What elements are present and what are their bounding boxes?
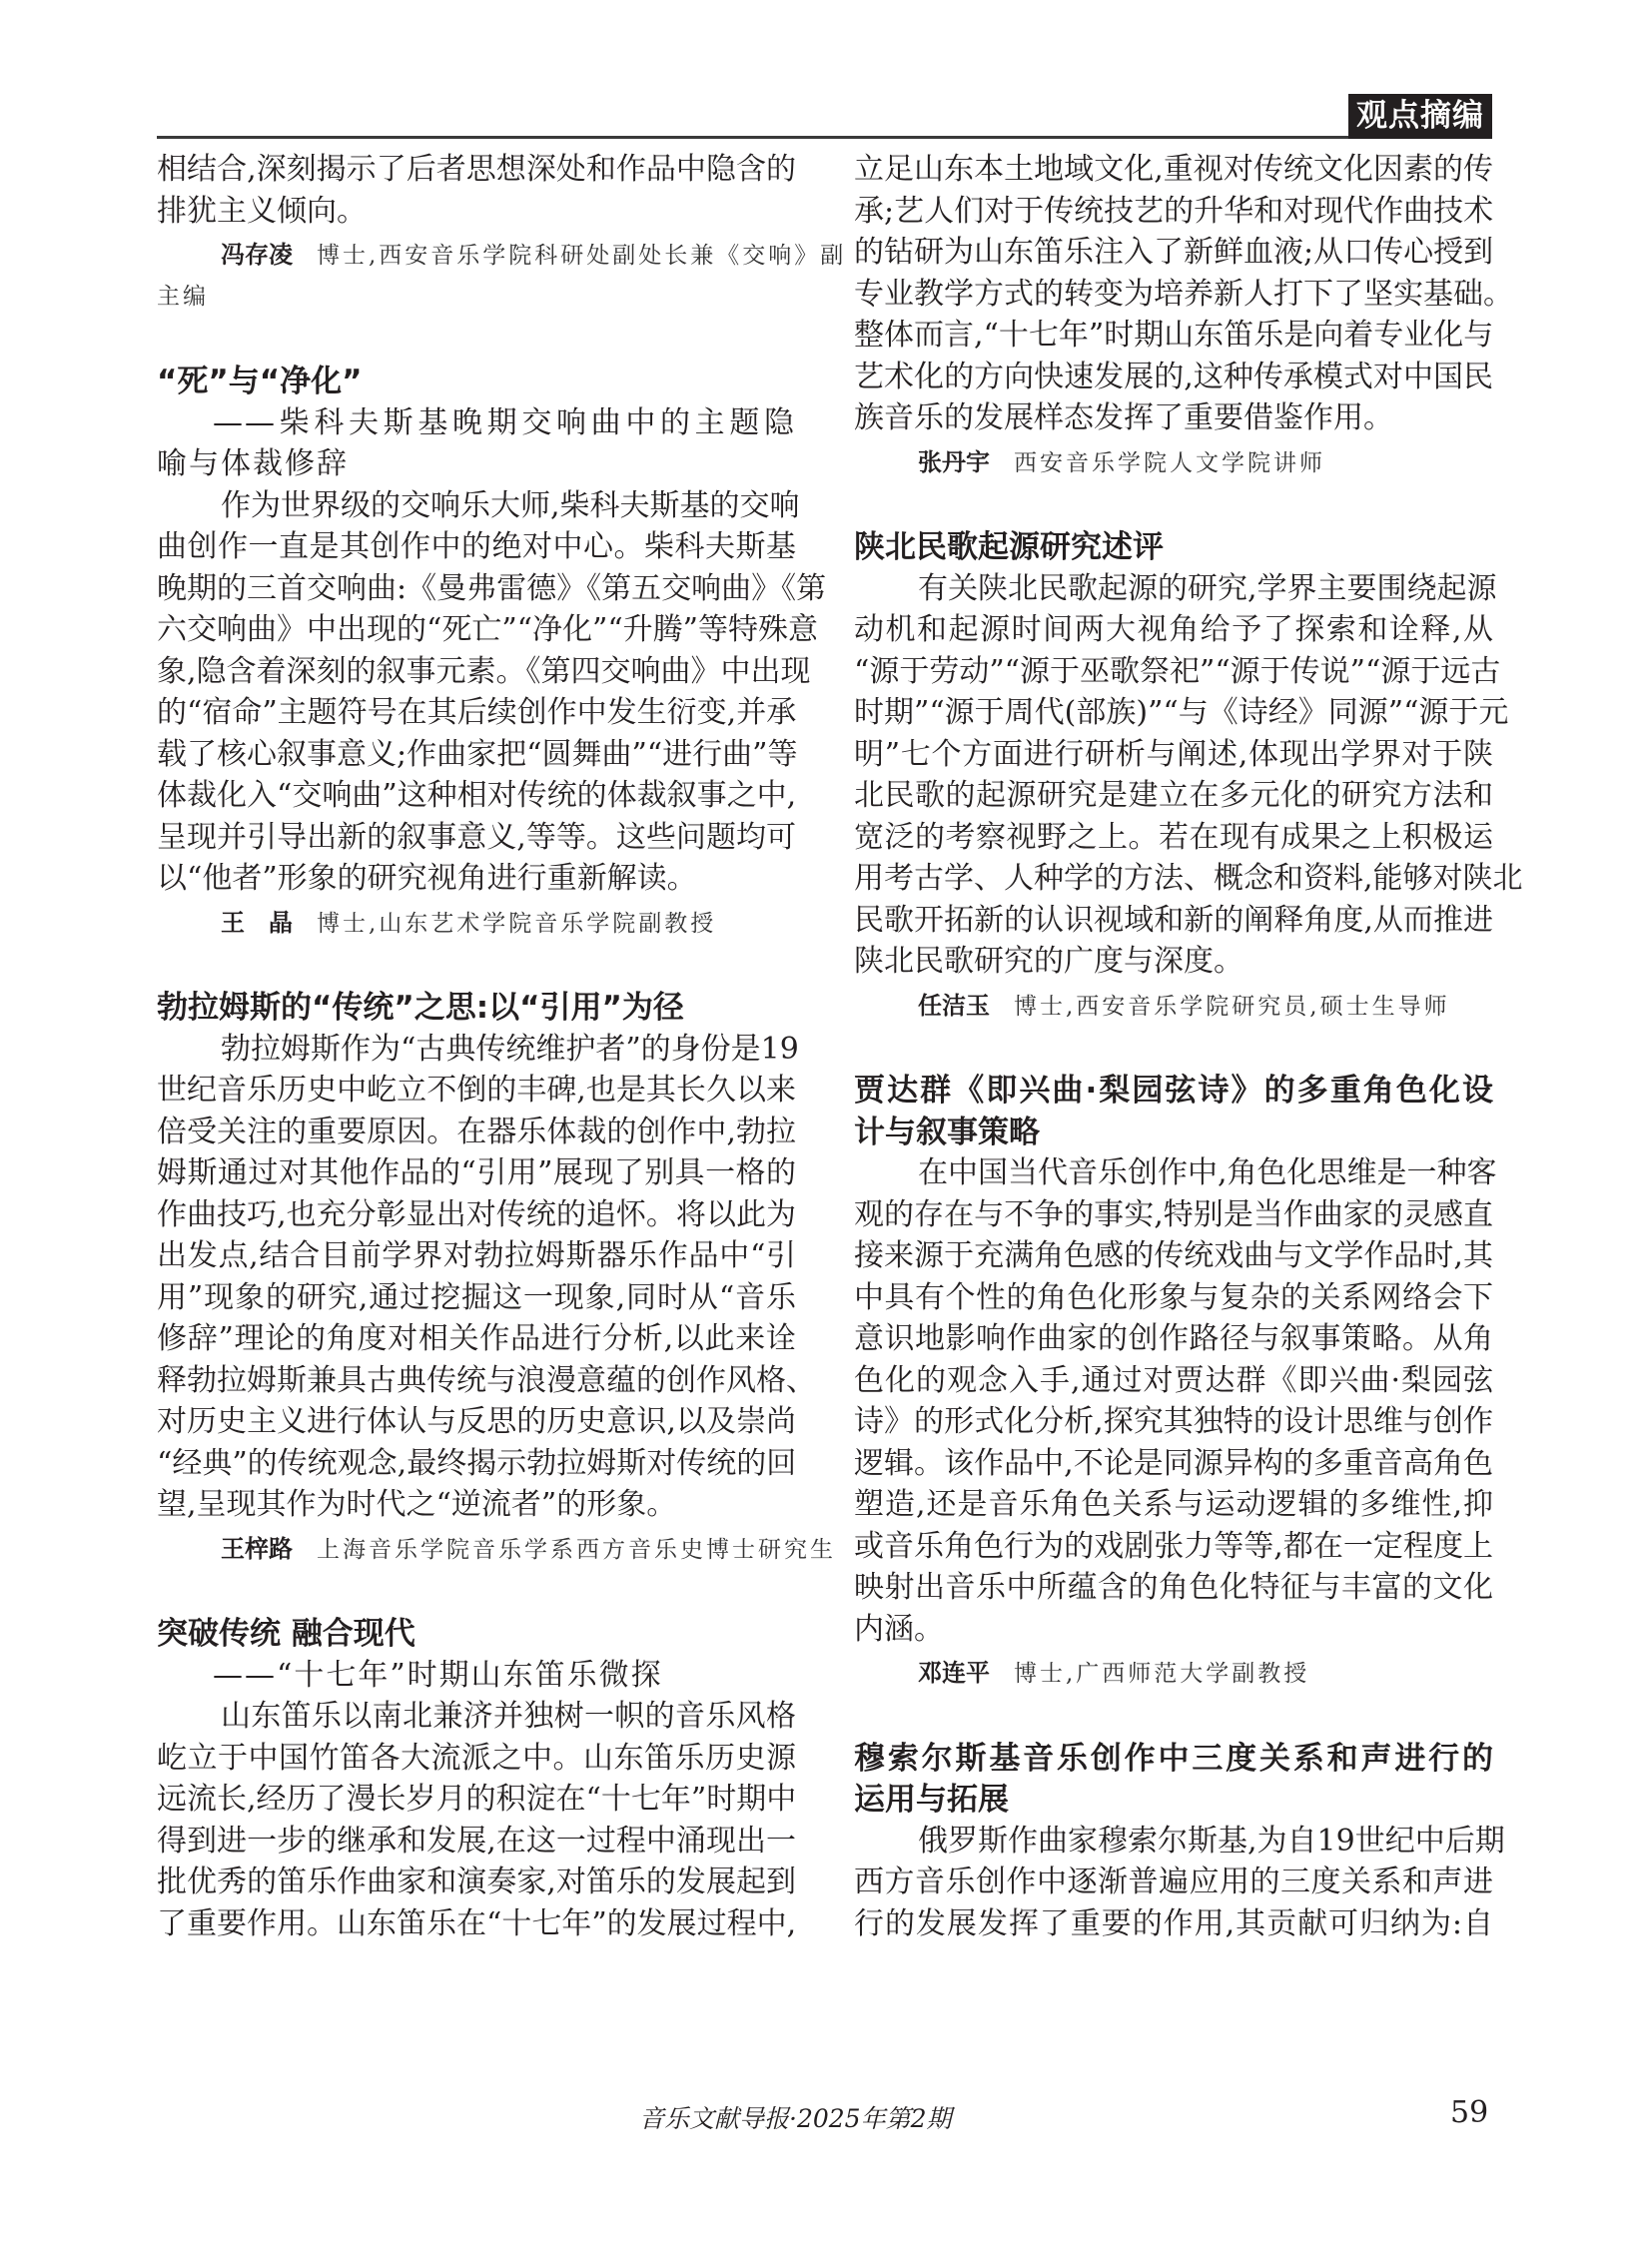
author-name: 王 晶	[221, 908, 293, 937]
author-name: 王梓路	[221, 1534, 293, 1563]
article-title-line: 计与叙事策略	[854, 1114, 1040, 1150]
body-line: 批优秀的笛乐作曲家和演奏家,对笛乐的发展起到	[157, 1865, 796, 1899]
body-line: 宽泛的考察视野之上。若在现有成果之上积极运	[854, 819, 1493, 855]
footer-journal-issue: 音乐文献导报·2025年第2期	[639, 2104, 952, 2133]
body-line: “源于劳动”“源于巫歌祭祀”“源于传说”“源于远古	[854, 653, 1501, 689]
article-subtitle-line: ——“十七年”时期山东笛乐微探	[213, 1657, 663, 1693]
body-line: 用”现象的研究,通过挖掘这一现象,同时从“音乐	[157, 1279, 796, 1315]
author-affiliation: 博士,西安音乐学院科研处副处长兼《交响》副	[317, 243, 847, 269]
body-line: 呈现并引导出新的叙事意义,等等。这些问题均可	[157, 819, 796, 855]
body-line: 映射出音乐中所蕴含的角色化特征与丰富的文化	[854, 1570, 1493, 1605]
author-affiliation: 上海音乐学院音乐学系西方音乐史博士研究生	[317, 1536, 836, 1563]
body-line: 内涵。	[854, 1611, 944, 1647]
body-line: 在中国当代音乐创作中,角色化思维是一种客	[918, 1155, 1497, 1190]
body-line: 塑造,还是音乐角色关系与运动逻辑的多维性,抑	[854, 1487, 1493, 1522]
body-line: 接来源于充满角色感的传统戏曲与文学作品时,其	[854, 1238, 1493, 1273]
article-subtitle-line: ——柴科夫斯基晚期交响曲中的主题隐	[213, 404, 796, 440]
body-line: 俄罗斯作曲家穆索尔斯基,为自19世纪中后期	[918, 1823, 1505, 1859]
body-line: 整体而言,“十七年”时期山东笛乐是向着专业化与	[854, 318, 1494, 353]
page-number: 59	[1450, 2095, 1489, 2130]
author-name: 任洁玉	[918, 991, 990, 1020]
body-line: 作曲技巧,也充分彰显出对传统的追怀。将以此为	[157, 1196, 796, 1232]
article-title-line: “死”与“净化”	[157, 364, 363, 399]
article-title-line: 运用与拓展	[854, 1782, 1009, 1818]
body-line: 时期”“源于周代(部族)”“与《诗经》同源”“源于元	[854, 695, 1509, 730]
body-line: 族音乐的发展样态发挥了重要借鉴作用。	[854, 400, 1393, 435]
body-line: 的“宿命”主题符号在其后续创作中发生衍变,并承	[157, 695, 797, 730]
body-line: 出发点,结合目前学界对勃拉姆斯器乐作品中“引	[157, 1238, 796, 1273]
body-line: 观的存在与不争的事实,特别是当作曲家的灵感直	[854, 1196, 1493, 1232]
body-line: 动机和起源时间两大视角给予了探索和诠释,从	[854, 612, 1493, 647]
author-affiliation: 博士,广西师范大学副教授	[1014, 1661, 1310, 1687]
article-title-line: 陕北民歌起源研究述评	[854, 529, 1164, 565]
body-line: 艺术化的方向快速发展的,这种传承模式对中国民	[854, 359, 1493, 394]
author-affiliation: 博士,山东艺术学院音乐学院副教授	[317, 910, 717, 937]
author-affiliation: 博士,西安音乐学院研究员,硕士生导师	[1014, 993, 1450, 1020]
body-line: 民歌开拓新的认识视域和新的阐释角度,从而推进	[854, 902, 1493, 938]
author-credit-line	[157, 903, 796, 943]
body-line: 修辞”理论的角度对相关作品进行分析,以此来诠	[157, 1321, 796, 1356]
article-title-line: 突破传统 融合现代	[157, 1616, 415, 1652]
author-name: 冯存凌	[221, 241, 293, 269]
body-line: 相结合,深刻揭示了后者思想深处和作品中隐含的	[157, 152, 796, 187]
author-credit-line	[157, 235, 847, 275]
author-name: 张丹宇	[918, 447, 990, 476]
author-credit-line	[854, 1653, 1493, 1693]
body-line: 承;艺人们对于传统技艺的升华和对现代作曲技术	[854, 193, 1494, 229]
body-line: 西方音乐创作中逐渐普遍应用的三度关系和声进	[854, 1865, 1493, 1899]
body-line: 中具有个性的角色化形象与复杂的关系网络会下	[854, 1279, 1493, 1315]
body-line: 体裁化入“交响曲”这种相对传统的体裁叙事之中,	[157, 778, 797, 813]
body-line: 有关陕北民歌起源的研究,学界主要围绕起源	[918, 570, 1497, 606]
body-line: 逻辑。该作品中,不论是同源异构的多重音高角色	[854, 1445, 1493, 1481]
body-line: 象,隐含着深刻的叙事元素。《第四交响曲》中出现	[157, 653, 811, 689]
author-credit-line	[854, 986, 1493, 1026]
body-line: 姆斯通过对其他作品的“引用”展现了别具一格的	[157, 1155, 796, 1190]
body-line: 北民歌的起源研究是建立在多元化的研究方法和	[854, 778, 1493, 813]
author-credit-line	[157, 1529, 836, 1569]
body-line: 明”七个方面进行研析与阐述,体现出学界对于陕	[854, 736, 1493, 772]
body-line: 六交响曲》中出现的“死亡”“净化”“升腾”等特殊意	[157, 612, 819, 647]
left-column	[157, 0, 847, 2077]
author-affiliation: 主编	[157, 283, 209, 310]
body-line: 用考古学、人种学的方法、概念和资料,能够对陕北	[854, 861, 1523, 896]
body-line: 意识地影响作曲家的创作路径与叙事策略。从角	[854, 1321, 1493, 1356]
body-line: 专业教学方式的转变为培养新人打下了坚实基础。	[854, 276, 1513, 312]
body-line: “经典”的传统观念,最终揭示勃拉姆斯对传统的回	[157, 1445, 797, 1481]
author-affiliation: 西安音乐学院人文学院讲师	[1014, 449, 1325, 476]
body-line: 得到进一步的继承和发展,在这一过程中涌现出一	[157, 1823, 796, 1859]
article-title-line: 穆索尔斯基音乐创作中三度关系和声进行的	[854, 1740, 1493, 1777]
body-line: 作为世界级的交响乐大师,柴科夫斯基的交响	[221, 487, 800, 523]
body-line: 诗》的形式化分析,探究其独特的设计思维与创作	[854, 1404, 1493, 1439]
body-line: 释勃拉姆斯兼具古典传统与浪漫意蕴的创作风格、	[157, 1362, 816, 1398]
body-line: 或音乐角色行为的戏剧张力等等,都在一定程度上	[854, 1528, 1493, 1564]
body-line: 望,呈现其作为时代之“逆流者”的形象。	[157, 1487, 677, 1522]
body-line: 倍受关注的重要原因。在器乐体裁的创作中,勃拉	[157, 1114, 796, 1149]
body-line: 远流长,经历了漫长岁月的积淀在“十七年”时期中	[157, 1782, 797, 1817]
body-line: 以“他者”形象的研究视角进行重新解读。	[157, 861, 697, 896]
author-name: 邓连平	[918, 1659, 990, 1687]
article-title-line: 贾达群《即兴曲·梨园弦诗》的多重角色化设	[854, 1073, 1493, 1109]
article-title-line: 勃拉姆斯的“传统”之思:以“引用”为径	[157, 990, 684, 1026]
right-column	[854, 0, 1523, 2077]
body-line: 的钻研为山东笛乐注入了新鲜血液;从口传心授到	[854, 235, 1494, 270]
body-line: 世纪音乐历史中屹立不倒的丰碑,也是其长久以来	[157, 1073, 796, 1108]
body-line: 山东笛乐以南北兼济并独树一帜的音乐风格	[221, 1699, 796, 1734]
author-credit-line	[157, 277, 796, 317]
author-credit-line	[854, 442, 1493, 482]
body-line: 陕北民歌研究的广度与深度。	[854, 944, 1243, 979]
body-line: 立足山东本土地域文化,重视对传统文化因素的传	[854, 152, 1493, 187]
body-line: 行的发展发挥了重要的作用,其贡献可归纳为:自	[854, 1905, 1493, 1941]
body-line: 曲创作一直是其创作中的绝对中心。柴科夫斯基	[157, 529, 796, 564]
body-line: 勃拉姆斯作为“古典传统维护者”的身份是19	[221, 1031, 799, 1067]
body-line: 对历史主义进行体认与反思的历史意识,以及崇尚	[157, 1404, 796, 1439]
body-line: 晚期的三首交响曲:《曼弗雷德》《第五交响曲》《第	[157, 570, 827, 606]
body-line: 了重要作用。山东笛乐在“十七年”的发展过程中,	[157, 1905, 797, 1941]
article-subtitle-line: 喻与体裁修辞	[157, 446, 349, 481]
body-line: 载了核心叙事意义;作曲家把“圆舞曲”“进行曲”等	[157, 736, 798, 772]
body-line: 色化的观念入手,通过对贾达群《即兴曲·梨园弦	[854, 1362, 1493, 1398]
body-line: 屹立于中国竹笛各大流派之中。山东笛乐历史源	[157, 1740, 796, 1776]
body-line: 排犹主义倾向。	[157, 193, 367, 229]
section-label: 观点摘编	[1348, 94, 1492, 139]
